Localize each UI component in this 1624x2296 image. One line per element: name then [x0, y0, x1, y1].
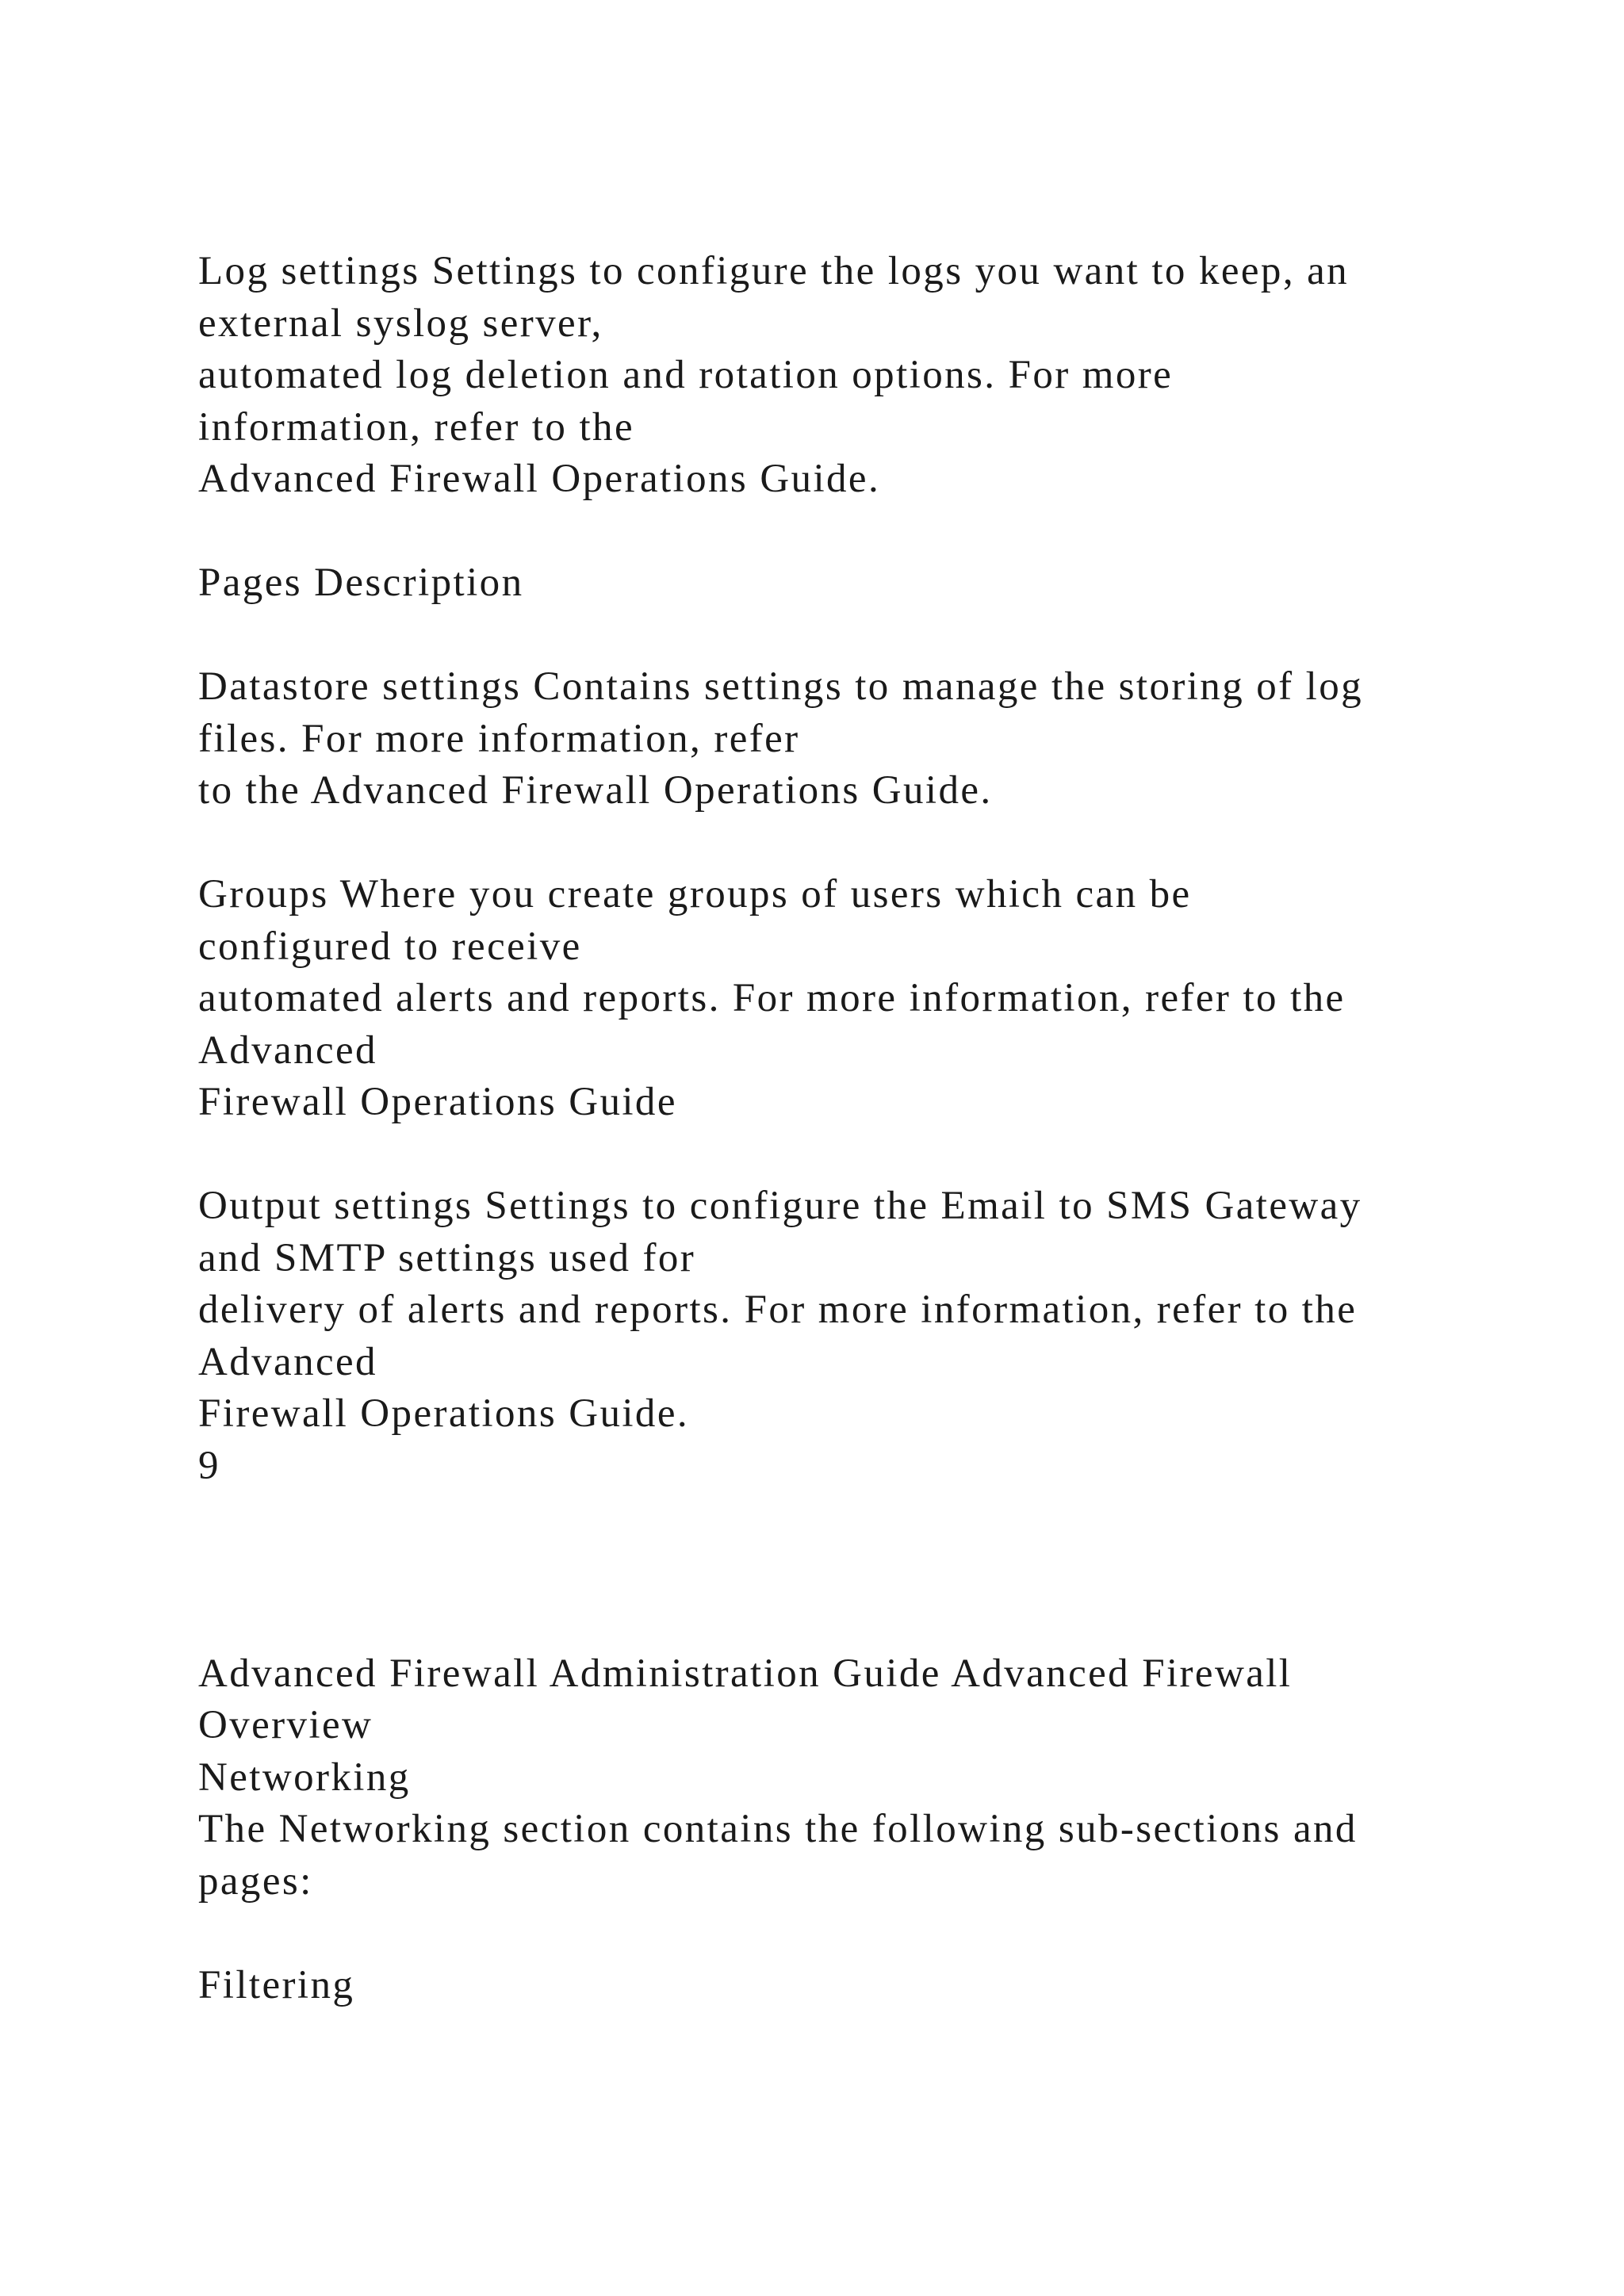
page-break-gap: [198, 1492, 1546, 1648]
text-line: to the Advanced Firewall Operations Guide.: [198, 768, 993, 813]
text-line: Advanced Firewall Operations Guide.: [198, 457, 881, 501]
blank-line: [198, 610, 1546, 662]
page-number: 9: [198, 1443, 220, 1488]
text-line: Log settings Settings to configure the logs you want to keep, an: [198, 249, 1350, 293]
running-header: Overview: [198, 1703, 373, 1747]
text-line: and SMTP settings used for: [198, 1235, 696, 1280]
text-line: Firewall Operations Guide: [198, 1080, 677, 1124]
text-line: files. For more information, refer: [198, 716, 800, 761]
text-line: Advanced: [198, 1339, 377, 1384]
text-line: Advanced: [198, 1027, 377, 1073]
section-heading: Filtering: [198, 1962, 355, 2007]
text-line: delivery of alerts and reports. For more information, refer to the: [198, 1288, 1358, 1332]
running-header: Advanced Firewall Administration Guide Advanced Firewall: [198, 1651, 1293, 1696]
section-heading: Pages Description: [198, 561, 524, 605]
blank-line: [198, 1908, 1546, 1960]
text-line: automated alerts and reports. For more information, refer to the: [198, 976, 1346, 1020]
text-line: configured to receive: [198, 924, 582, 969]
text-line: Output settings Settings to configure the Email to SMS Gateway: [198, 1184, 1362, 1228]
section-heading: Networking: [198, 1755, 411, 1800]
text-line: information, refer to the: [198, 404, 634, 450]
text-line: pages:: [198, 1858, 313, 1904]
text-line: The Networking section contains the following sub-sections and: [198, 1807, 1358, 1851]
document-body: [198, 246, 1546, 2011]
blank-line: [198, 506, 1546, 558]
blank-line: [198, 817, 1546, 870]
text-line: external syslog server,: [198, 300, 603, 346]
text-line: Groups Where you create groups of users which can be: [198, 872, 1192, 916]
text-line: automated log deletion and rotation options. For more: [198, 353, 1174, 397]
text-line: Datastore settings Contains settings to manage the storing of log: [198, 664, 1364, 709]
blank-line: [198, 1129, 1546, 1181]
text-line: Firewall Operations Guide.: [198, 1391, 690, 1436]
